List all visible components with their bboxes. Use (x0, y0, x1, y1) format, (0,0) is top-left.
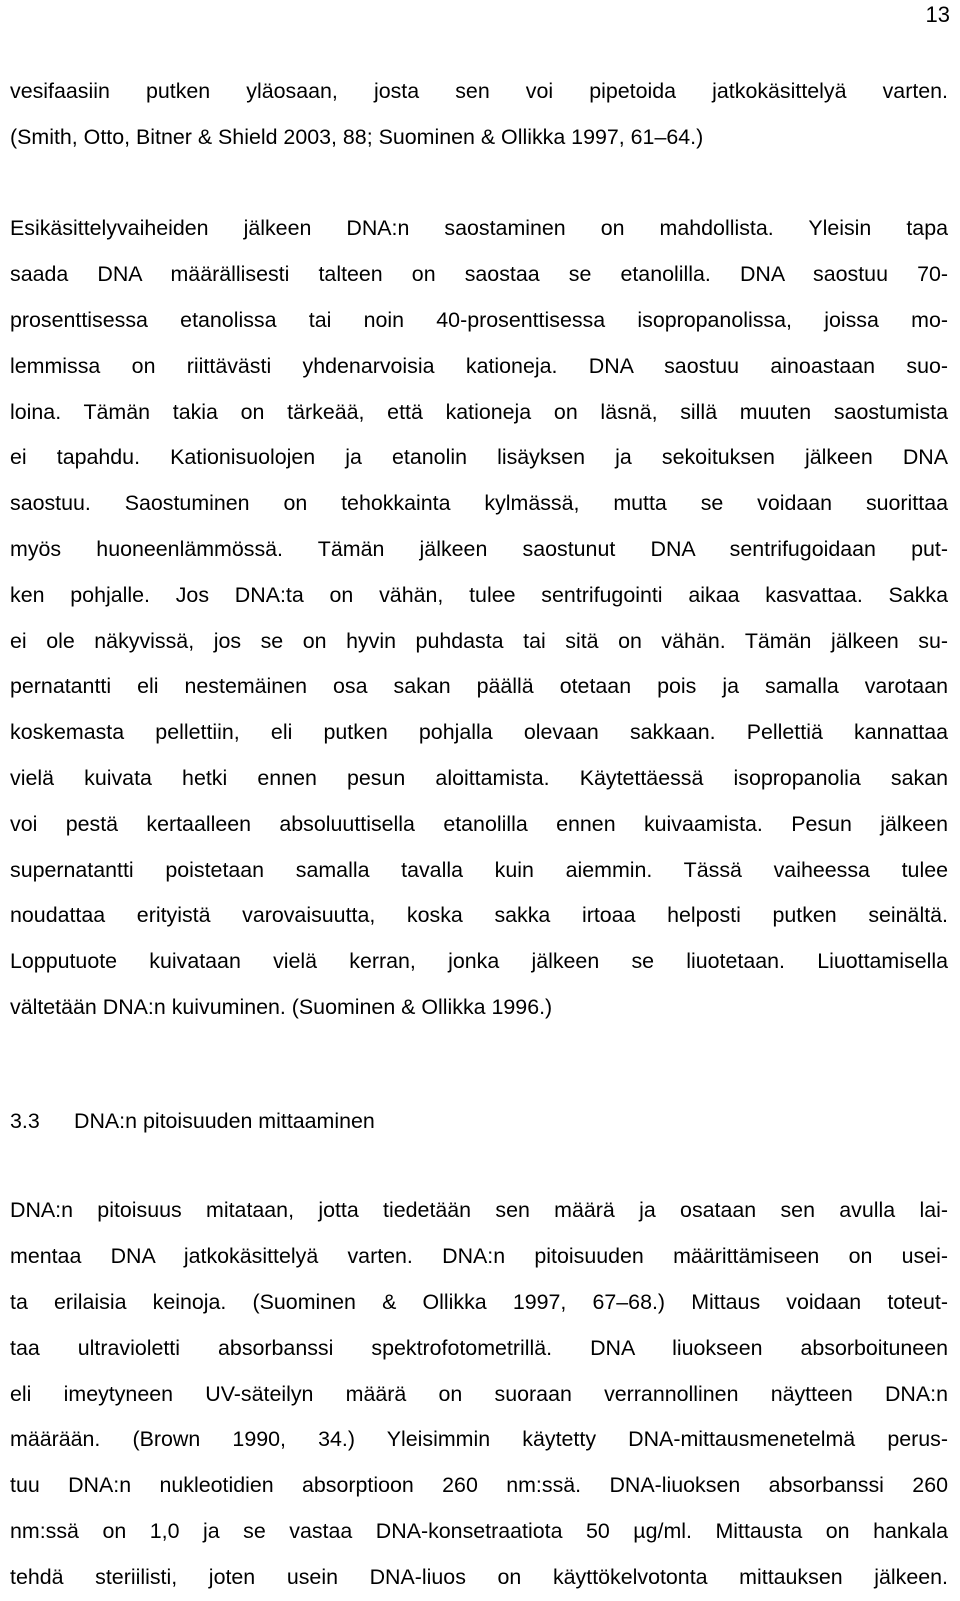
text-line: ei tapahdu. Kationisuolojen ja etanolin lisäyksen ja sekoituksen jälkeen DNA (10, 445, 948, 470)
text-line: tehdä steriilisti, joten usein DNA-liuos on käyttökelvotonta mittauksen jälkeen. (10, 1564, 948, 1589)
text-line: vältetään DNA:n kuivuminen. (Suominen & Ollikka 1996.) (10, 994, 553, 1019)
text-line: prosenttisessa etanolissa tai noin 40-prosenttisessa isopropanolissa, joissa mo- (10, 307, 948, 332)
section-spacer (10, 1031, 948, 1077)
text-line: vielä kuivata hetki ennen pesun aloittamista. Käytettäessä isopropanolia sakan (10, 765, 948, 790)
text-line: vesifaasiin putken yläosaan, josta sen voi pipetoida jatkokäsittelyä varten. (10, 79, 948, 103)
text-line: supernatantti poistetaan samalla tavalla kuin aiemmin. Tässä vaiheessa tulee (10, 857, 948, 882)
text-line: nm:ssä on 1,0 ja se vastaa DNA-konsetraatiota 50 µg/ml. Mittausta on hankala (10, 1518, 948, 1543)
text-line: saada DNA määrällisesti talteen on saostaa se etanolilla. DNA saostuu 70- (10, 262, 948, 287)
text-line: tuu DNA:n nukleotidien absorptioon 260 nm:ssä. DNA-liuoksen absorbanssi 260 (10, 1473, 948, 1498)
text-line: eli imeytyneen UV-säteilyn määrä on suoraan verrannollinen näytteen DNA:n (10, 1381, 948, 1406)
text-line: ei ole näkyvissä, jos se on hyvin puhdasta tai sitä on vähän. Tämän jälkeen su- (10, 628, 948, 653)
text-line: taa ultravioletti absorbanssi spektrofotometrillä. DNA liuokseen absorboituneen (10, 1335, 948, 1360)
text-line: voi pestä kertaalleen absoluuttisella etanolilla ennen kuivaamista. Pesun jälkeen (10, 811, 948, 836)
paragraph-spacer (10, 161, 948, 207)
paragraph-2 (10, 206, 948, 1030)
page-number: 13 (925, 2, 950, 27)
heading-spacer (10, 1144, 948, 1188)
text-line: koskemasta pellettiin, eli putken pohjalla olevaan sakkaan. Pellettiä kannattaa (10, 720, 948, 745)
text-line: myös huoneenlämmössä. Tämän jälkeen saostunut DNA sentrifugoidaan put- (10, 536, 948, 561)
text-line: DNA:n pitoisuus mitataan, jotta tiedetään sen määrä ja osataan sen avulla lai- (10, 1198, 948, 1223)
page-body (10, 69, 948, 1601)
paragraph-3 (10, 1188, 948, 1600)
text-line: loina. Tämän takia on tärkeää, että kationeja on läsnä, sillä muuten saostumista (10, 399, 948, 424)
text-line: määrään. (Brown 1990, 34.) Yleisimmin käytetty DNA-mittausmenetelmä perus- (10, 1427, 948, 1452)
text-line: (Smith, Otto, Bitner & Shield 2003, 88; Suominen & Ollikka 1997, 61–64.) (10, 124, 704, 149)
section-heading (10, 1099, 948, 1145)
text-line: lemmissa on riittävästi yhdenarvoisia kationeja. DNA saostuu ainoastaan suo- (10, 353, 948, 378)
text-line: ken pohjalle. Jos DNA:ta on vähän, tulee sentrifugointi aikaa kasvattaa. Sakka (10, 582, 948, 607)
section-heading-number: 3.3 (10, 1108, 40, 1133)
text-line: ta erilaisia keinoja. (Suominen & Ollikka 1997, 67–68.) Mittaus voidaan toteut- (10, 1289, 948, 1314)
text-line: saostuu. Saostuminen on tehokkainta kylmässä, mutta se voidaan suorittaa (10, 491, 948, 516)
text-line: noudattaa erityistä varovaisuutta, koska sakka irtoaa helposti putken seinältä. (10, 903, 948, 928)
text-line: Esikäsittelyvaiheiden jälkeen DNA:n saostaminen on mahdollista. Yleisin tapa (10, 216, 948, 241)
section-spacer (10, 1077, 948, 1099)
paragraph-1 (10, 69, 948, 161)
text-line: Lopputuote kuivataan vielä kerran, jonka jälkeen se liuotetaan. Liuottamisella (10, 949, 948, 974)
text-line: mentaa DNA jatkokäsittelyä varten. DNA:n pitoisuuden määrittämiseen on usei- (10, 1244, 948, 1269)
section-heading-title: DNA:n pitoisuuden mittaaminen (74, 1108, 375, 1133)
text-line: pernatantti eli nestemäinen osa sakan päällä otetaan pois ja samalla varotaan (10, 674, 948, 699)
